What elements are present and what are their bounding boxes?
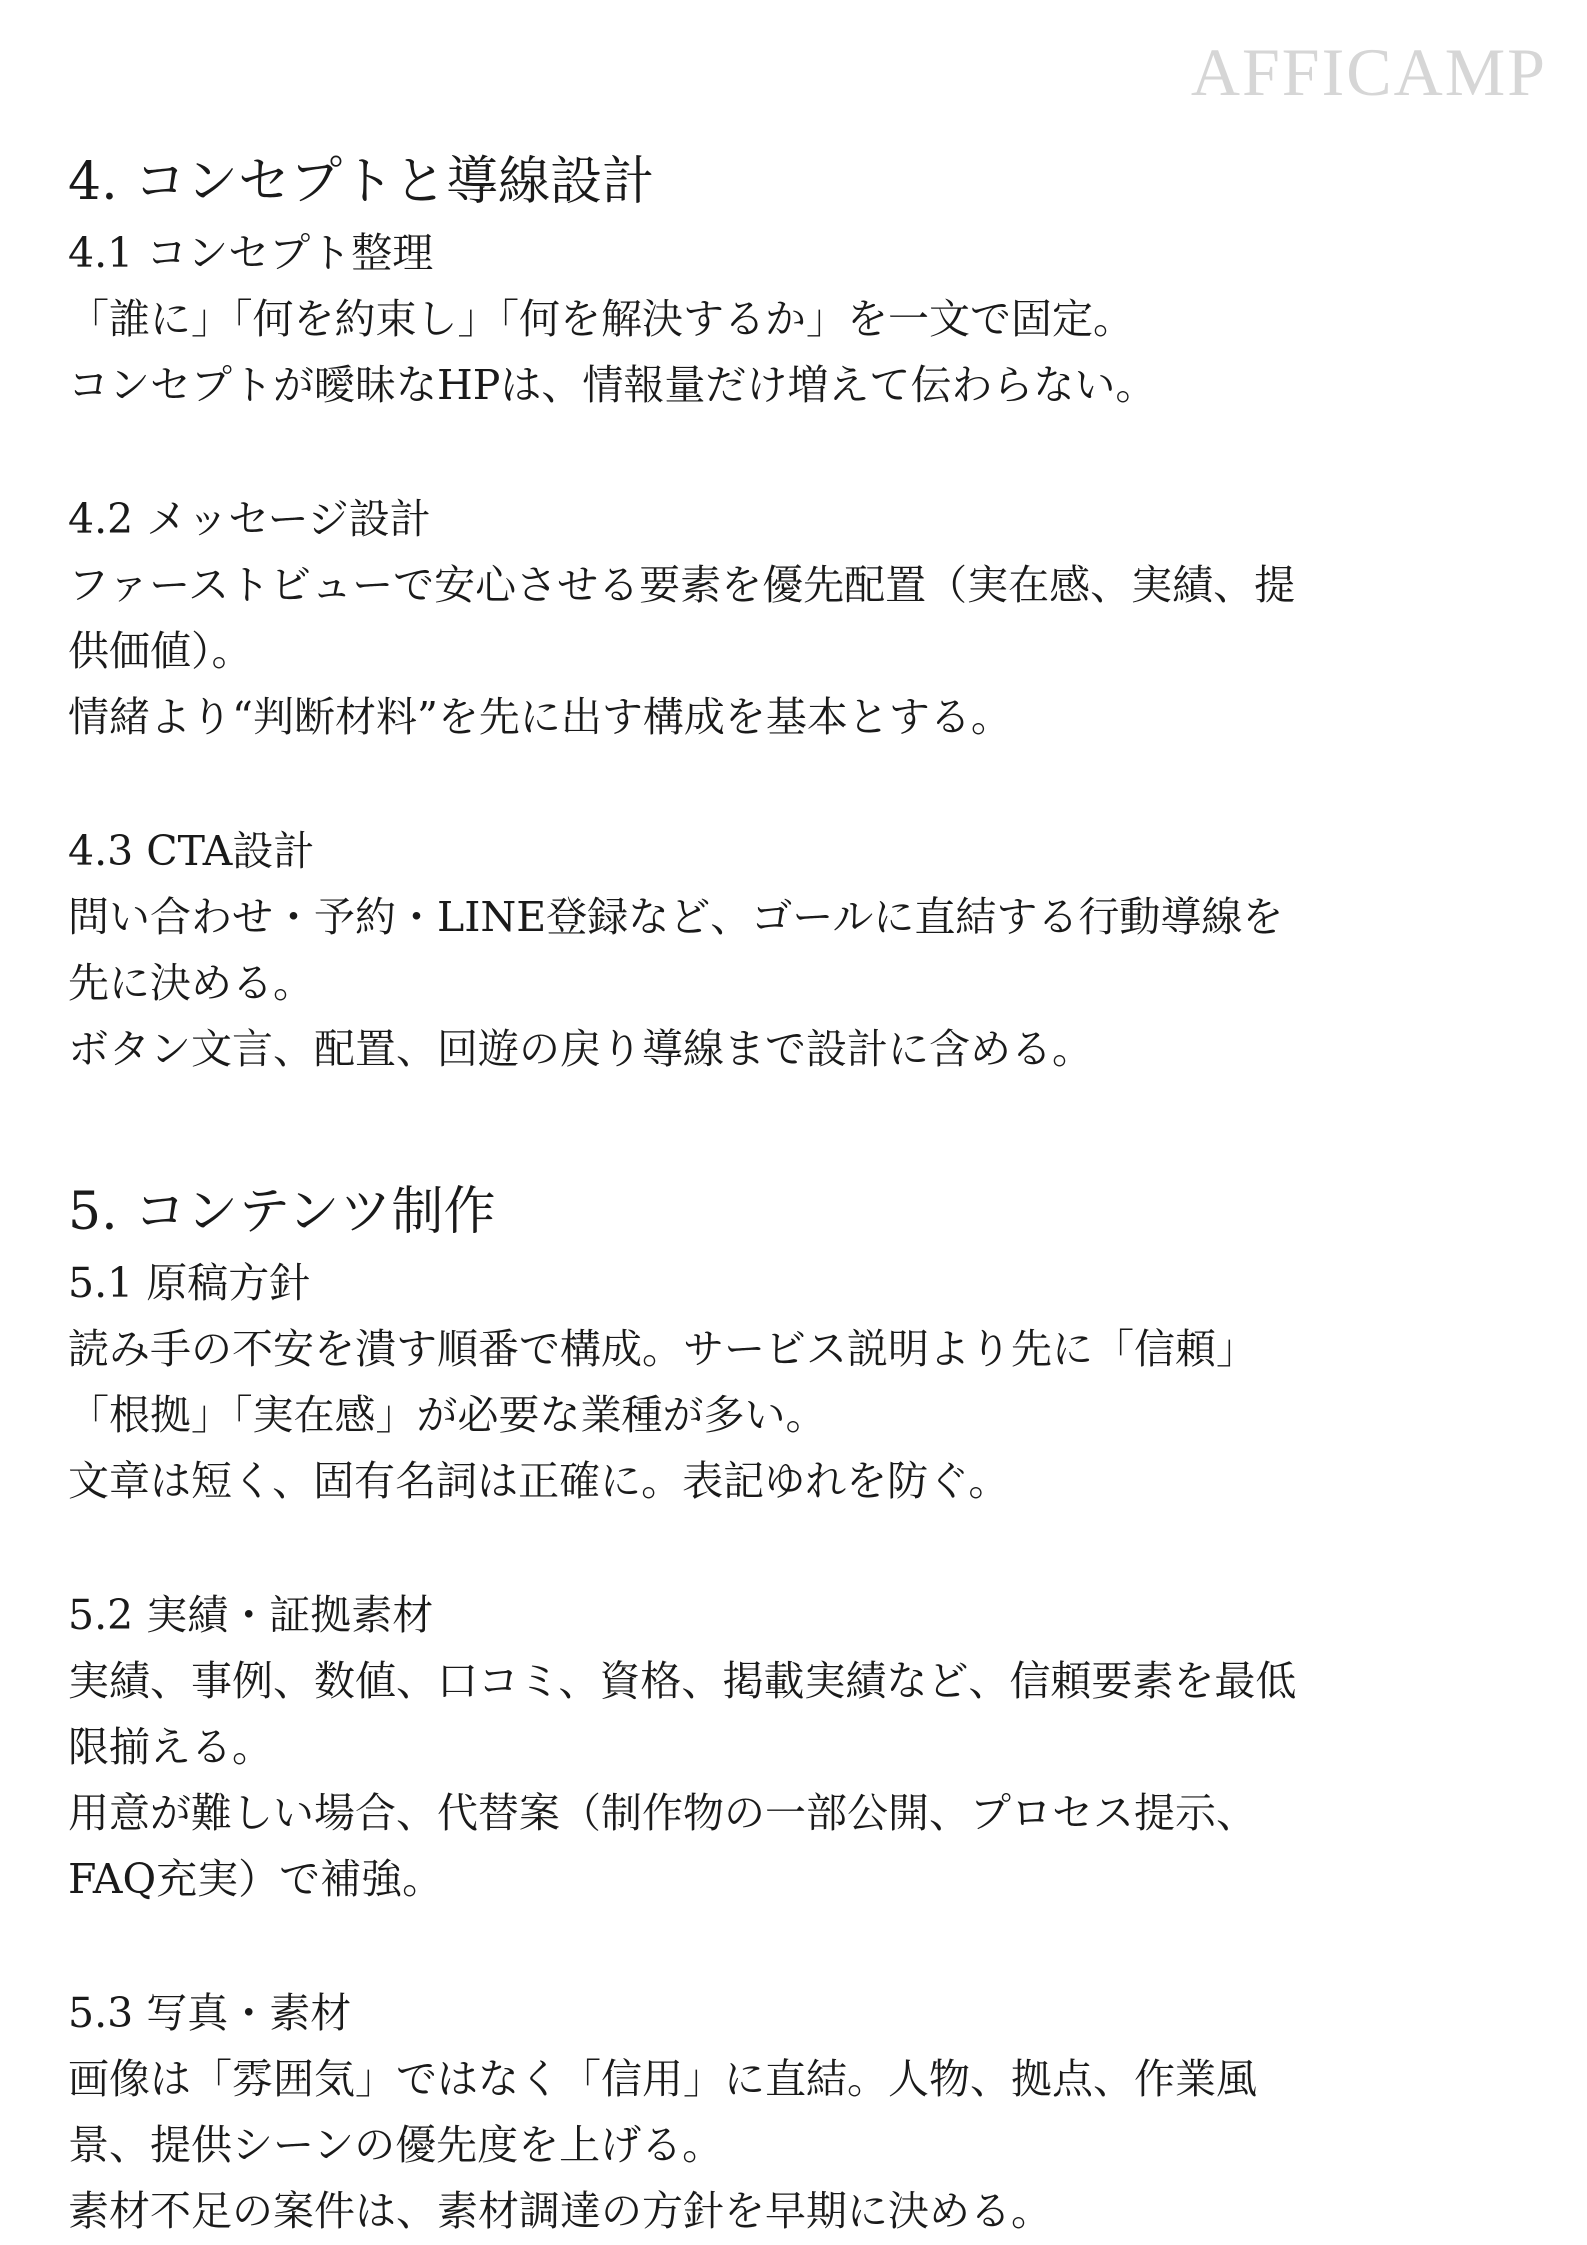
paragraph-line: FAQ充実）で補強。 (68, 1855, 444, 1903)
paragraph-line: 情緒より“判断材料”を先に出す構成を基本とする。 (68, 693, 1012, 741)
subsection-5-1 (68, 1250, 1528, 1514)
section-title: 5. コンテンツ制作 (68, 1182, 496, 1242)
paragraph-line: 文章は短く、固有名詞は正確に。表記ゆれを防ぐ。 (68, 1457, 1010, 1505)
paragraph-line: 素材不足の案件は、素材調達の方針を早期に決める。 (68, 2187, 1052, 2235)
paragraph-line: 景、提供シーンの優先度を上げる。 (68, 2121, 724, 2169)
paragraph-line: 先に決める。 (68, 959, 314, 1007)
paragraph-line: 実績、事例、数値、口コミ、資格、掲載実績など、信頼要素を最低 (68, 1657, 1297, 1705)
paragraph-line: ボタン文言、配置、回遊の戻り導線まで設計に含める。 (68, 1025, 1093, 1073)
subsection-5-3 (68, 1980, 1528, 2244)
paragraph-line: コンセプトが曖昧なHPは、情報量だけ増えて伝わらない。 (68, 361, 1157, 409)
subsection-4-3 (68, 818, 1528, 1082)
subsection-4-2 (68, 486, 1528, 750)
paragraph-line: 限揃える。 (68, 1723, 273, 1771)
paragraph-line: 供価値）。 (68, 627, 253, 675)
paragraph-line: 読み手の不安を潰す順番で構成。サービス説明より先に「信頼」 (68, 1325, 1257, 1373)
document-body (68, 148, 1528, 2244)
subsection-title: 5.3 写真・素材 (68, 1989, 352, 2037)
watermark-logo: AFFICAMP (1190, 34, 1547, 110)
paragraph-line: 画像は「雰囲気」ではなく「信用」に直結。人物、拠点、作業風 (68, 2055, 1257, 2103)
subsection-5-2 (68, 1582, 1528, 1912)
subsection-title: 5.2 実績・証拠素材 (68, 1591, 434, 1639)
subsection-title: 4.3 CTA設計 (68, 827, 315, 875)
paragraph-line: 問い合わせ・予約・LINE登録など、ゴールに直結する行動導線を (68, 893, 1284, 941)
paragraph-line: 用意が難しい場合、代替案（制作物の一部公開、プロセス提示、 (68, 1789, 1257, 1837)
section-4 (68, 148, 1528, 1082)
subsection-title: 4.1 コンセプト整理 (68, 229, 434, 277)
paragraph-line: 「誰に」「何を約束し」「何を解決するか」を一文で固定。 (68, 295, 1134, 343)
subsection-4-1 (68, 220, 1528, 418)
subsection-title: 4.2 メッセージ設計 (68, 495, 431, 543)
section-title: 4. コンセプトと導線設計 (68, 152, 655, 212)
paragraph-line: ファーストビューで安心させる要素を優先配置（実在感、実績、提 (68, 561, 1296, 609)
section-5 (68, 1178, 1528, 2244)
subsection-title: 5.1 原稿方針 (68, 1259, 311, 1307)
paragraph-line: 「根拠」「実在感」が必要な業種が多い。 (68, 1391, 827, 1439)
